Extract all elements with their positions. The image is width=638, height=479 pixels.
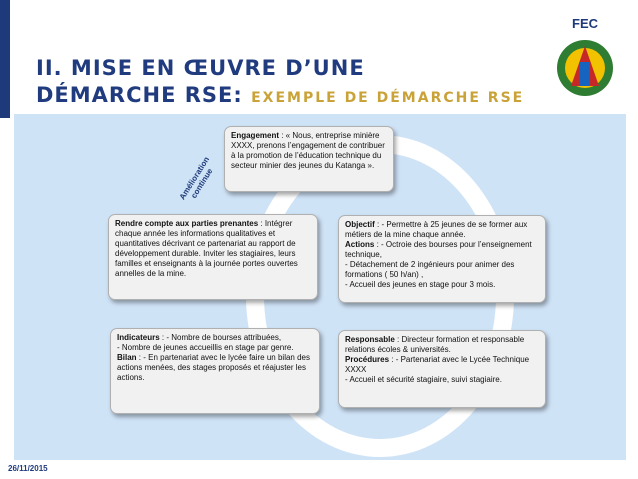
indicateurs-box — [110, 328, 320, 414]
indicateurs-text: : - Nombre de bourses attribuées, — [159, 333, 282, 342]
objectif-line2: - Détachement de 2 ingénieurs pour animer des formations ( 50 h/an) , — [345, 260, 515, 279]
engagement-text: : « Nous, entreprise minière XXXX, prenons l’engagement de contribuer à la promotion de l’éducation technique du secteur minier des jeunes du Katanga ». — [231, 131, 385, 170]
slide-header — [0, 0, 638, 112]
objectif-text: : - Permettre à 25 jeunes de se former aux métiers de la mine chaque année. — [345, 220, 528, 239]
footer-date: 26/11/2015 — [8, 464, 48, 473]
responsable-line2: - Accueil et sécurité stagiaire, suivi stagiaire. — [345, 375, 502, 384]
responsable-box — [338, 330, 546, 408]
slide-title — [36, 55, 524, 112]
rendre-compte-box — [108, 214, 318, 300]
cycle-label: Amélioration continue — [177, 155, 215, 202]
procedures-text: : - Partenariat avec le Lycée Technique XXXX — [345, 355, 530, 374]
indicateurs-line2: - Nombre de jeunes accueillis en stage par genre. — [117, 343, 294, 352]
responsable-text: : Directeur formation et responsable relations écoles & universités. — [345, 335, 525, 354]
actions-title: Actions — [345, 240, 375, 249]
bilan-text: : - En partenariat avec le lycée faire un bilan des actions menées, des stages proposés et réajuster les actions. — [117, 353, 310, 382]
actions-text: : - Octroie des bourses pour l’enseignement technique, — [345, 240, 532, 259]
rendre-compte-text: : Intégrer chaque année les informations qualitatives et quantitatives décrivant ce partenariat au rapport de développement durable. Inviter les stagiaires, leurs familles et enseignants à la journée portes ouvertes annelles de la mine. — [115, 219, 298, 278]
title-subtitle: EXEMPLE DE DÉMARCHE RSE — [251, 90, 525, 106]
svg-text:FEC: FEC — [572, 16, 598, 31]
engagement-box — [224, 126, 394, 192]
title-line2: DÉMARCHE RSE: — [36, 83, 243, 107]
objectif-line3: - Accueil des jeunes en stage pour 3 mois. — [345, 280, 496, 289]
responsable-title: Responsable — [345, 335, 395, 344]
engagement-title: Engagement — [231, 131, 280, 140]
header-accent-bar — [0, 0, 10, 118]
fec-logo — [546, 10, 624, 108]
title-line1: II. MISE EN ŒUVRE D’UNE — [36, 56, 365, 80]
rendre-compte-title: Rendre compte aux parties prenantes — [115, 219, 259, 228]
procedures-title: Procédures — [345, 355, 390, 364]
bilan-title: Bilan — [117, 353, 137, 362]
objectif-title: Objectif — [345, 220, 375, 229]
objectif-box — [338, 215, 546, 303]
indicateurs-title: Indicateurs — [117, 333, 160, 342]
